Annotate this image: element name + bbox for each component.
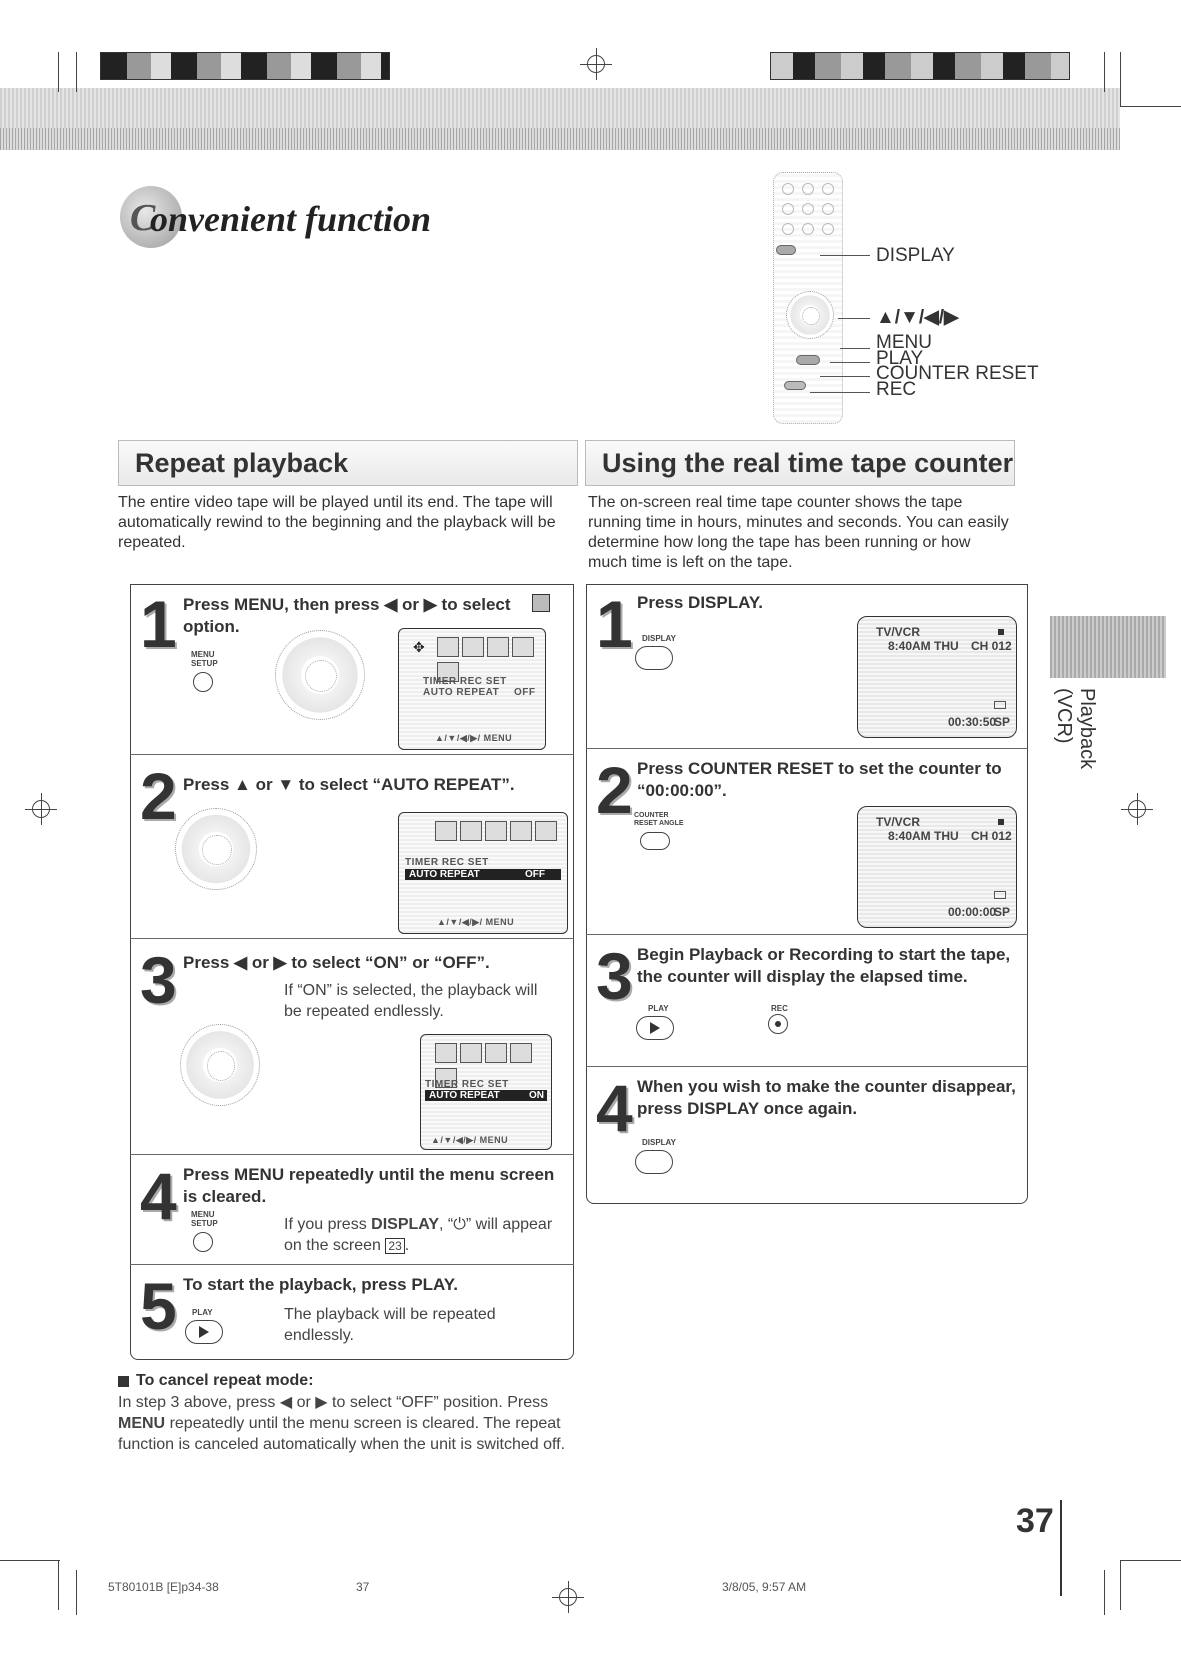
display-button-icon — [635, 646, 673, 670]
display-button-icon — [635, 1150, 673, 1174]
page-number: 37 — [1016, 1502, 1054, 1540]
repeat-step-3-number: 3 — [140, 943, 177, 1017]
dpad-icon — [275, 630, 365, 720]
menu-button-label: MENU SETUP — [191, 650, 218, 668]
display-button-label: DISPLAY — [642, 634, 676, 643]
rec-button-icon — [768, 1014, 788, 1034]
remote-label-arrows: ▲/▼/◀/▶ — [876, 307, 959, 328]
repeat-step-2-number: 2 — [140, 759, 177, 833]
repeat-step-4-number: 4 — [140, 1159, 177, 1233]
osd-screen-1: ✥ TIMER REC SET AUTO REPEAT OFF ▲/▼/◀/▶/ MENU — [398, 628, 546, 750]
play-button-icon — [185, 1320, 223, 1344]
side-tab-label: Playback (VCR) — [1053, 688, 1098, 770]
counter-step-2-number: 2 — [596, 753, 633, 827]
counter-step-2-text: Press COUNTER RESET to set the counter to “00:00:00”. — [637, 759, 1002, 800]
counter-heading: Using the real time tape counter — [602, 448, 1014, 478]
repeat-step-3-note: If “ON” is selected, the playback will be repeated endlessly. — [284, 982, 538, 1020]
menu-button-label: MENU SETUP — [191, 1210, 218, 1228]
side-tab — [1050, 616, 1166, 678]
display-button-label: DISPLAY — [642, 1138, 676, 1147]
bullet-square-icon — [118, 1376, 129, 1387]
registration-mark-bottom — [559, 1588, 577, 1606]
counter-step-3-number: 3 — [596, 939, 633, 1013]
color-bar-right — [770, 52, 1070, 80]
repeat-step-5-note: The playback will be repeated endlessly. — [284, 1306, 496, 1344]
tv-screen-1: TV/VCR 8:40AM THU CH 012 00:30:50 SP — [857, 616, 1017, 738]
footer-page: 37 — [356, 1580, 370, 1594]
counter-reset-button-label: COUNTER RESET ANGLE — [634, 812, 684, 827]
repeat-intro: The entire video tape will be played until its end. The tape will automatically rewind to the beginning and the playback will be repeated. — [118, 494, 556, 551]
page-title: onvenient function — [150, 199, 432, 239]
play-button-label: PLAY — [192, 1308, 213, 1317]
repeat-step-3-text: Press ◀ or ▶ to select “ON” or “OFF”. — [183, 953, 490, 972]
counter-step-4-text: When you wish to make the counter disappear, press DISPLAY once again. — [637, 1077, 1016, 1118]
repeat-step-1-text2: option. — [183, 617, 240, 636]
osd-screen-3: TIMER REC SET AUTO REPEAT ON ▲/▼/◀/▶/ MENU — [420, 1034, 552, 1150]
osd-screen-2: TIMER REC SET AUTO REPEAT OFF ▲/▼/◀/▶/ MENU — [398, 812, 568, 934]
counter-reset-button-icon — [640, 832, 670, 850]
menu-button-icon — [193, 1232, 213, 1252]
play-button-icon — [636, 1016, 674, 1040]
footer-code: 5T80101B [E]p34-38 — [108, 1580, 219, 1594]
remote-label-rec: REC — [876, 379, 917, 400]
repeat-heading: Repeat playback — [135, 448, 349, 478]
dpad-icon — [180, 1024, 260, 1106]
remote-label-counter-reset: COUNTER RESET — [876, 363, 1039, 384]
vcr-option-icon — [532, 594, 550, 612]
repeat-step-1-number: 1 — [140, 587, 177, 661]
registration-mark-right — [1128, 800, 1146, 818]
remote-label-display: DISPLAY — [876, 245, 955, 266]
repeat-step-5-text: To start the playback, press PLAY. — [183, 1275, 458, 1294]
repeat-step-4-note: If you press DISPLAY, “⏻” will appear on the screen 23 . — [284, 1216, 553, 1254]
remote-label-play: PLAY — [876, 348, 924, 369]
registration-mark-left — [32, 800, 50, 818]
repeat-step-5-number: 5 — [140, 1269, 177, 1343]
rec-button-label: REC — [771, 1004, 788, 1013]
registration-mark-top — [587, 55, 605, 73]
repeat-step-4-text: Press MENU repeatedly until the menu screen is cleared. — [183, 1165, 555, 1206]
page-ref-23: 23 — [385, 1238, 404, 1254]
cursor-icon: ✥ — [413, 639, 425, 655]
footer-date: 3/8/05, 9:57 AM — [722, 1580, 807, 1594]
counter-step-1-number: 1 — [596, 587, 633, 661]
counter-intro: The on-screen real time tape counter shows the tape running time in hours, minutes and seconds. You can easily determine how long the tape has been running or how much time is left on the tape. — [588, 494, 1009, 571]
tv-screen-2: TV/VCR 8:40AM THU CH 012 00:00:00 SP — [857, 806, 1017, 928]
cancel-text: In step 3 above, press ◀ or ▶ to select “OFF” position. Press MENU repeatedly until the menu screen is cleared. The repeat function is canceled automatically when the unit is switched off. — [118, 1394, 566, 1453]
remote-illustration — [773, 172, 843, 424]
remote-label-menu: MENU — [876, 332, 932, 353]
menu-button-icon — [193, 672, 213, 692]
color-bar-left — [100, 52, 390, 80]
counter-heading-box — [585, 440, 1015, 486]
title-initial: C — [130, 197, 156, 239]
counter-step-3-text: Begin Playback or Recording to start the tape, the counter will display the elapsed time. — [637, 945, 1011, 986]
repeat-step-2-text: Press ▲ or ▼ to select “AUTO REPEAT”. — [183, 775, 515, 794]
counter-step-1-text: Press DISPLAY. — [637, 593, 763, 612]
header-band-stripe — [0, 128, 1120, 150]
cancel-heading: To cancel repeat mode: — [136, 1372, 314, 1389]
repeat-heading-box — [118, 440, 578, 486]
play-button-label: PLAY — [648, 1004, 669, 1013]
dpad-icon — [175, 808, 257, 890]
repeat-step-1-text: Press MENU, then press ◀ or ▶ to select — [183, 595, 511, 614]
counter-step-4-number: 4 — [596, 1071, 633, 1145]
